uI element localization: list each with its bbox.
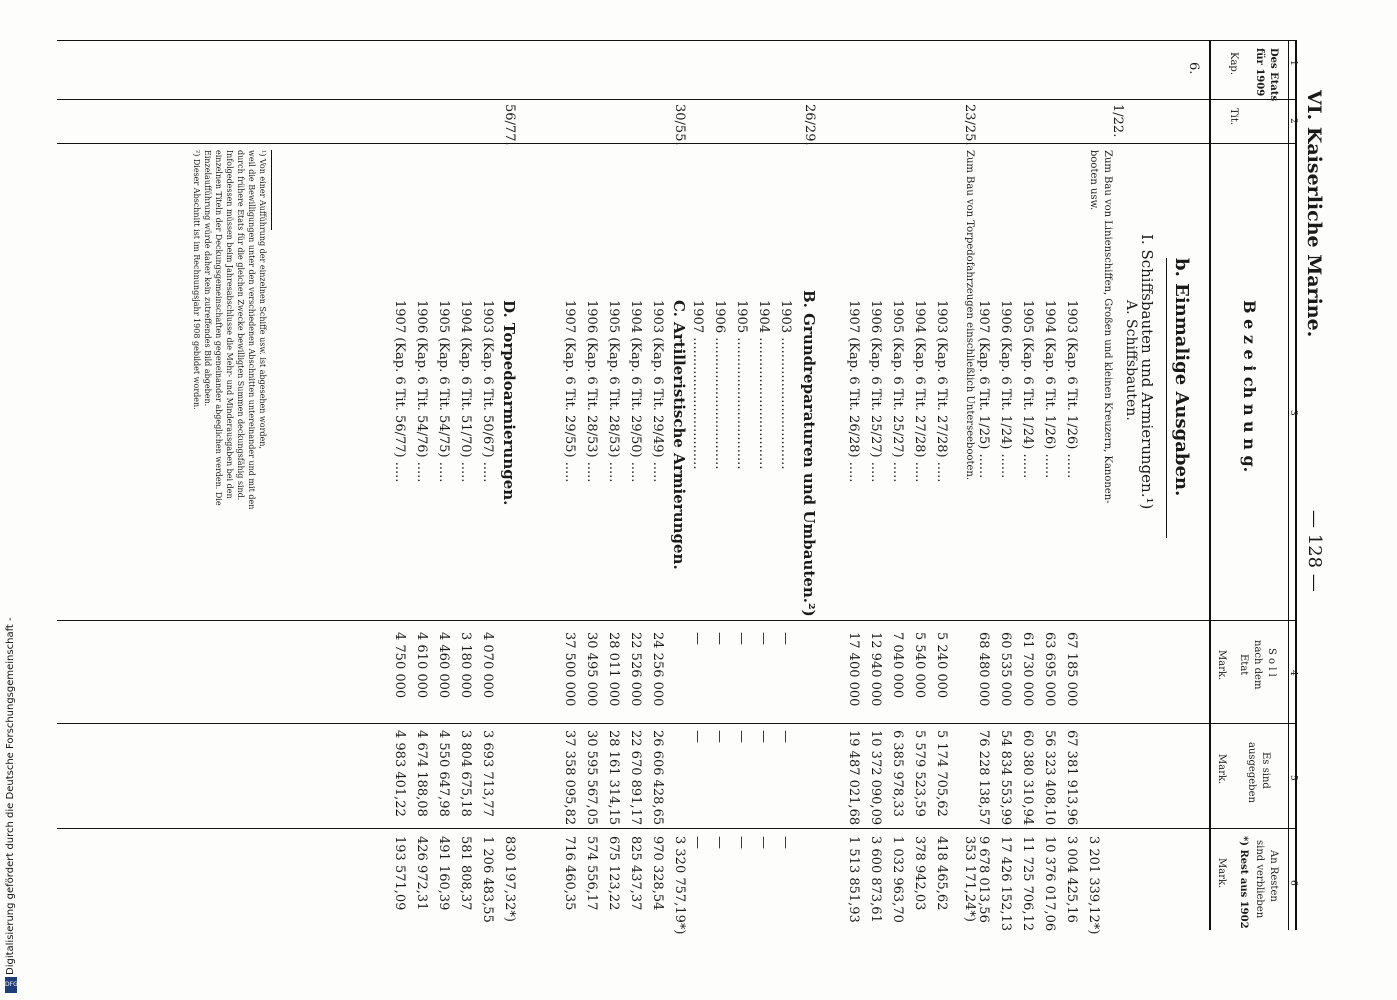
row-ausgegeben: 19 487 021,68 bbox=[846, 730, 861, 826]
footnote-1-line-3: durch frühere Etats für die gleichen Zwecke bewilligten Summen deckungsfähig sind. bbox=[236, 150, 245, 501]
row-rest: 491 160,39 bbox=[436, 836, 451, 911]
ausg-header-1: Es sind bbox=[1260, 752, 1271, 789]
row-rest: 1 513 851,93 bbox=[846, 836, 861, 923]
rest-header-3: *) Rest aus 1902 bbox=[1238, 836, 1249, 929]
row-label: 1906 (Kap. 6 Tit. 1/24) ...... bbox=[998, 300, 1013, 479]
row-ausgegeben: 56 323 408,10 bbox=[1042, 730, 1057, 826]
table-left-rule bbox=[57, 40, 1297, 41]
row-label: 1907 (Kap. 6 Tit. 1/25) ...... bbox=[976, 300, 991, 479]
row-soll: 30 495 000 bbox=[584, 632, 599, 707]
table-col2-rule bbox=[57, 99, 1297, 100]
row-label: 1905 (Kap. 6 Tit. 1/24) ...... bbox=[1020, 300, 1035, 479]
row-rest: — bbox=[690, 836, 705, 849]
row-label: 1904 (Kap. 6 Tit. 1/26) ...... bbox=[1042, 300, 1057, 479]
row-ausgegeben: 4 550 647,98 bbox=[436, 730, 451, 817]
row-rest: 675 123,22 bbox=[606, 836, 621, 911]
row-soll: 5 540 000 bbox=[912, 632, 927, 699]
table-col5-rule bbox=[57, 723, 1297, 724]
row-soll: 17 400 000 bbox=[846, 632, 861, 707]
table-col4-rule bbox=[57, 620, 1297, 621]
row-soll: — bbox=[690, 632, 705, 645]
row-soll: 3 180 000 bbox=[458, 632, 473, 699]
soll-header-2: nach dem bbox=[1252, 640, 1263, 690]
row-rest: 426 972,31 bbox=[414, 836, 429, 911]
rest-header-1: An Resten bbox=[1268, 850, 1279, 902]
dfg-credit-text: Digitalisierung gefördert durch die Deutsche Forschungsgemeinschaft - bbox=[5, 617, 16, 975]
row-soll: — bbox=[778, 632, 793, 645]
row-ausgegeben: 10 372 090,09 bbox=[868, 730, 883, 826]
row-soll: 67 185 000 bbox=[1064, 632, 1079, 707]
soll-header-3: Etat bbox=[1238, 654, 1249, 676]
footnote-1-line-6: Einzelaufführung würde daher kein zutreffendes Bild abgeben. bbox=[203, 150, 212, 407]
row-ausgegeben: — bbox=[734, 730, 749, 743]
row-label: 1904 ................................ bbox=[756, 300, 771, 470]
row-soll: 68 480 000 bbox=[976, 632, 991, 707]
table-top-rule bbox=[1295, 40, 1297, 930]
group1-summary-rest: 3 201 339,12*) bbox=[1086, 836, 1101, 935]
row-rest: — bbox=[734, 836, 749, 849]
row-soll: 61 730 000 bbox=[1020, 632, 1035, 707]
row-rest: 825 437,37 bbox=[628, 836, 643, 911]
row-rest: 418 465,62 bbox=[934, 836, 949, 911]
row-soll: 28 011 000 bbox=[606, 632, 621, 707]
row-ausgegeben: 76 228 138,57 bbox=[976, 730, 991, 826]
row-soll: — bbox=[756, 632, 771, 645]
row-ausgegeben: 22 670 891,17 bbox=[628, 730, 643, 826]
row-label: 1905 (Kap. 6 Tit. 25/27) ..... bbox=[890, 300, 905, 483]
footnote-rule bbox=[271, 150, 272, 230]
row-ausgegeben: 28 161 314,15 bbox=[606, 730, 621, 826]
section-b-heading: b. Einmalige Ausgaben. bbox=[1171, 258, 1192, 497]
dfg-logo: DFG bbox=[5, 977, 17, 993]
etat-label: Des Etats bbox=[1268, 48, 1279, 102]
row-ausgegeben: 3 693 713,77 bbox=[480, 730, 495, 817]
col2-number: 2 bbox=[1288, 118, 1298, 124]
row-label: 1903 (Kap. 6 Tit. 1/26) ...... bbox=[1064, 300, 1079, 479]
row-soll: 7 040 000 bbox=[890, 632, 905, 699]
row-label: 1906 ................................ bbox=[712, 300, 727, 470]
row-rest: 10 376 017,06 bbox=[1042, 836, 1057, 932]
row-rest: 11 725 706,12 bbox=[1020, 836, 1035, 932]
footnote-1-line-1: ¹) Von einer Aufführung der einzelnen Schiffe usw. ist abgesehen worden, bbox=[258, 150, 267, 449]
row-rest: 574 556,17 bbox=[584, 836, 599, 911]
row-rest: 970 328,54 bbox=[650, 836, 665, 911]
group2-summary-rest: 353 171,24*) bbox=[962, 836, 977, 923]
row-rest: — bbox=[712, 836, 727, 849]
table-colnum-rule bbox=[1288, 40, 1289, 930]
row-label: 1907 (Kap. 6 Tit. 26/28) ..... bbox=[846, 300, 861, 483]
footnote-2: ²) Dieser Abschnitt ist im Rechnungsjahr 1908 gebildet worden. bbox=[192, 150, 201, 410]
row-label: 1903 (Kap. 6 Tit. 27/28) ..... bbox=[934, 300, 949, 483]
row-soll: 24 256 000 bbox=[650, 632, 665, 707]
row-label: 1907 (Kap. 6 Tit. 29/55) ..... bbox=[562, 300, 577, 483]
row-ausgegeben: 4 674 188,08 bbox=[414, 730, 429, 817]
row-rest: 378 942,03 bbox=[912, 836, 927, 911]
row-rest: 17 426 152,13 bbox=[998, 836, 1013, 932]
row-label: 1907 (Kap. 6 Tit. 56/77) ..... bbox=[392, 300, 407, 483]
row-label: 1904 (Kap. 6 Tit. 29/50) ..... bbox=[628, 300, 643, 483]
section-b-underline bbox=[1166, 258, 1167, 538]
row-ausgegeben: 26 606 428,65 bbox=[650, 730, 665, 826]
row-label: 1905 ................................ bbox=[734, 300, 749, 470]
row-ausgegeben: — bbox=[756, 730, 771, 743]
row-soll: 60 535 000 bbox=[998, 632, 1013, 707]
row-label: 1903 (Kap. 6 Tit. 50/67) ..... bbox=[480, 300, 495, 483]
kap-header: Kap. bbox=[1228, 52, 1239, 76]
group1-title-1: Zum Bau von Linienschiffen, Großen und kleinen Kreuzern, Kanonen- bbox=[1102, 150, 1113, 504]
row-rest: 3 004 425,16 bbox=[1064, 836, 1079, 923]
row-rest: 716 460,35 bbox=[562, 836, 577, 911]
row-ausgegeben: 5 174 705,62 bbox=[934, 730, 949, 817]
row-rest: 9 678 013,56 bbox=[976, 836, 991, 923]
row-label: 1905 (Kap. 6 Tit. 54/75) ..... bbox=[436, 300, 451, 483]
row-label: 1903 (Kap. 6 Tit. 29/49) ..... bbox=[650, 300, 665, 483]
row-soll: 4 750 000 bbox=[392, 632, 407, 699]
section-B-heading: B. Grundreparaturen und Umbauten.²) bbox=[800, 290, 818, 617]
row-soll: 22 526 000 bbox=[628, 632, 643, 707]
group4-tit: 30/55. bbox=[672, 104, 687, 146]
row-ausgegeben: 37 358 095,82 bbox=[562, 730, 577, 826]
row-label: 1905 (Kap. 6 Tit. 28/53) ..... bbox=[606, 300, 621, 483]
footnote-1-line-5: einzelnen Titeln der Deckungsgemeinschaften gegeneinander abgeglichen werden. Die bbox=[214, 150, 223, 506]
row-label: 1904 (Kap. 6 Tit. 51/70) ..... bbox=[458, 300, 473, 483]
row-rest: 1 032 963,70 bbox=[890, 836, 905, 923]
col1-number: 1 bbox=[1288, 60, 1298, 66]
row-rest: — bbox=[756, 836, 771, 849]
page-number: — 128 — bbox=[1304, 510, 1325, 592]
row-soll: 4 460 000 bbox=[436, 632, 451, 699]
row-rest: 581 808,37 bbox=[458, 836, 473, 911]
footnote-1-line-4: Infolgedessen müssen beim Jahresabschlusse die Mehr- und Minderausgaben bei den bbox=[225, 150, 234, 499]
group5-tit: 56/77. bbox=[502, 104, 517, 146]
row-soll: 4 610 000 bbox=[414, 632, 429, 699]
row-soll: 4 070 000 bbox=[480, 632, 495, 699]
footnote-1-line-2: weil die Bewilligungen unter den verschiedenen Abschnitten untereinander und mit den bbox=[247, 150, 256, 510]
col3-number: 3 bbox=[1288, 410, 1298, 416]
tit-header: Tit. bbox=[1228, 108, 1239, 126]
rest-unit: Mark. bbox=[1216, 858, 1227, 889]
etat-year: für 1909 bbox=[1254, 48, 1265, 97]
row-soll: — bbox=[734, 632, 749, 645]
group1-tit: 1/22. bbox=[1110, 104, 1125, 138]
row-soll: 5 240 000 bbox=[934, 632, 949, 699]
row-rest: 3 600 873,61 bbox=[868, 836, 883, 923]
row-ausgegeben: 4 983 401,22 bbox=[392, 730, 407, 817]
row-rest: 193 571,09 bbox=[392, 836, 407, 911]
rest-header-2: sind verblieben bbox=[1254, 840, 1265, 919]
ausg-unit: Mark. bbox=[1216, 754, 1227, 785]
group4-summary-rest: 3 320 757,19*) bbox=[672, 836, 687, 935]
row-soll: 37 500 000 bbox=[562, 632, 577, 707]
table-col6-rule bbox=[57, 828, 1297, 829]
row-label: 1903 ................................ bbox=[778, 300, 793, 470]
table-header-rule bbox=[1209, 40, 1211, 930]
row-rest: 1 206 483,55 bbox=[480, 836, 495, 923]
row-ausgegeben: 60 380 310,94 bbox=[1020, 730, 1035, 826]
row-ausgegeben: 54 834 553,99 bbox=[998, 730, 1013, 826]
row-ausgegeben: 3 804 675,18 bbox=[458, 730, 473, 817]
row-soll: — bbox=[712, 632, 727, 645]
row-soll: 12 940 000 bbox=[868, 632, 883, 707]
bezeichnung-header: B e z e i ch n u n g. bbox=[1240, 300, 1259, 473]
section-I-heading: I. Schiffsbauten und Armierungen.¹) bbox=[1138, 234, 1156, 510]
soll-header-1: S o l l bbox=[1266, 648, 1277, 677]
row-ausgegeben: 6 385 978,33 bbox=[890, 730, 905, 817]
section-A-heading: A. Schiffsbauten. bbox=[1123, 300, 1139, 421]
group2-tit: 23/25. bbox=[962, 104, 977, 146]
col4-number: 4 bbox=[1288, 670, 1298, 676]
row-label: 1904 (Kap. 6 Tit. 27/28) ..... bbox=[912, 300, 927, 483]
row-ausgegeben: — bbox=[712, 730, 727, 743]
col6-number: 6 bbox=[1288, 880, 1298, 886]
row-soll: 63 695 000 bbox=[1042, 632, 1057, 707]
soll-unit: Mark. bbox=[1216, 650, 1227, 681]
section-C-heading: C. Artilleristische Armierungen. bbox=[670, 300, 688, 570]
row-ausgegeben: — bbox=[778, 730, 793, 743]
group2-title: Zum Bau von Torpedofahrzeugen einschließlich Unterseebooten. bbox=[964, 150, 975, 481]
row-label: 1906 (Kap. 6 Tit. 25/27) ..... bbox=[868, 300, 883, 483]
row-ausgegeben: 5 579 523,59 bbox=[912, 730, 927, 817]
col5-number: 5 bbox=[1288, 775, 1298, 781]
row-ausgegeben: — bbox=[690, 730, 705, 743]
row-ausgegeben: 67 381 913,96 bbox=[1064, 730, 1079, 826]
row-label: 1906 (Kap. 6 Tit. 54/76) ..... bbox=[414, 300, 429, 483]
group1-title-2: booten usw. bbox=[1088, 150, 1099, 211]
group5-summary-rest: 830 197,32*) bbox=[502, 836, 517, 923]
chapter-title: VI. Kaiserliche Marine. bbox=[1303, 90, 1325, 338]
group3-tit: 26/29. bbox=[802, 104, 817, 146]
ausg-header-2: ausgegeben bbox=[1246, 742, 1257, 803]
kap-value: 6. bbox=[1186, 62, 1201, 75]
row-rest: — bbox=[778, 836, 793, 849]
row-label: 1907 ................................ bbox=[690, 300, 705, 470]
section-D-heading: D. Torpedoarmierungen. bbox=[500, 300, 518, 506]
row-label: 1906 (Kap. 6 Tit. 28/53) ..... bbox=[584, 300, 599, 483]
row-ausgegeben: 30 595 567,05 bbox=[584, 730, 599, 826]
